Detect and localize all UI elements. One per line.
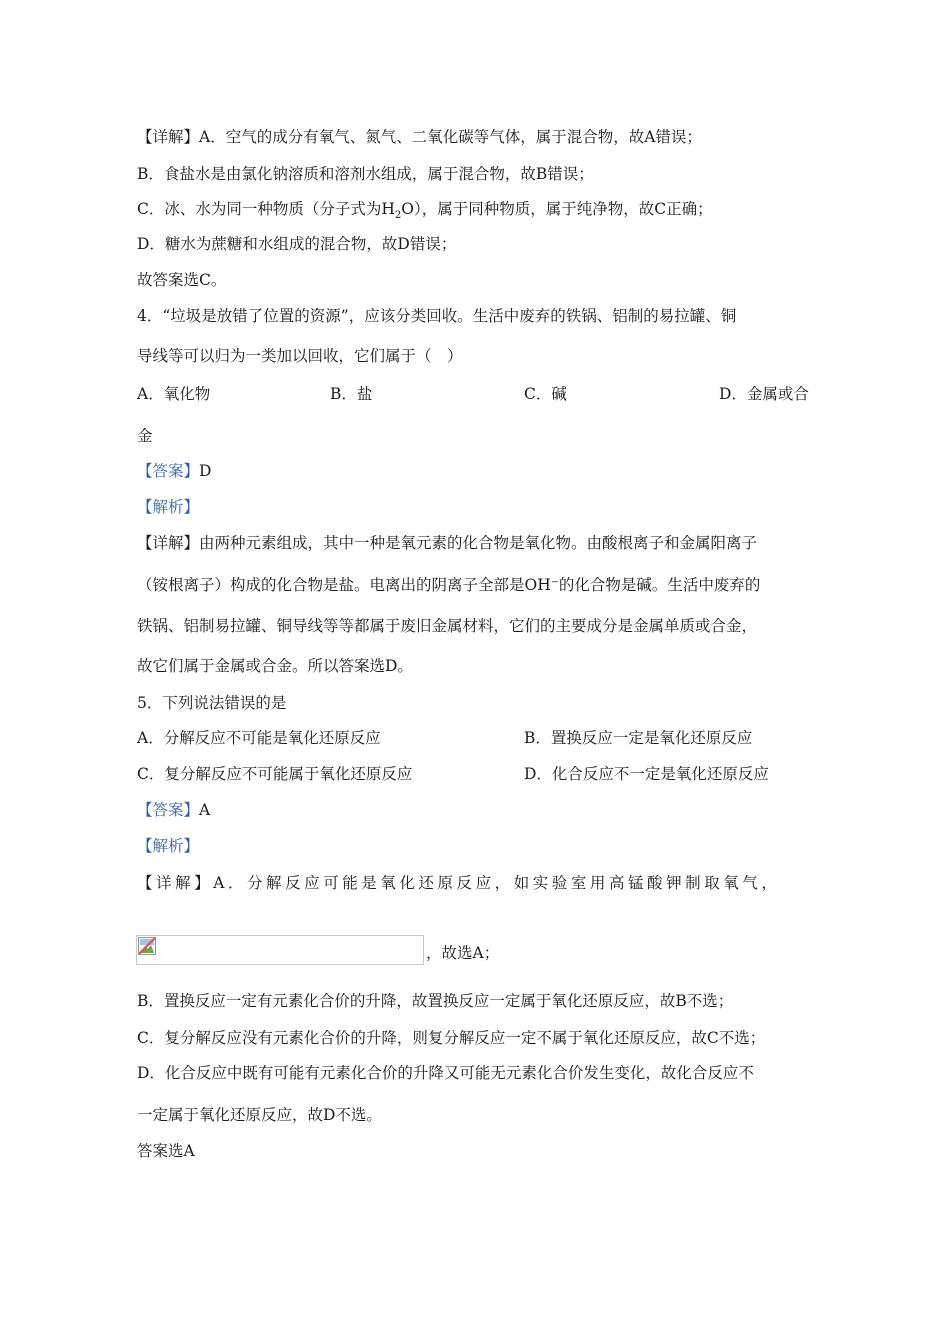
q4-detail-line3: 铁锅、铝制易拉罐、铜导线等等都属于废旧金属材料，它们的主要成分是金属单质或合金， [137, 617, 758, 635]
q5-detail-a: 【详解】A．分解反应可能是氧化还原反应，如实验室用高锰酸钾制取氧气， [137, 874, 781, 892]
q4-option-a: A．氧化物 [137, 385, 211, 403]
q5-detail-d1: D．化合反应中既有可能有元素化合价的升降又可能无元素化合价发生变化，故化合反应不 [137, 1064, 754, 1082]
detail-tag: 【详解】 [137, 874, 214, 892]
q4-detail-line4: 故它们属于金属或合金。所以答案选D。 [137, 657, 413, 675]
answer-tag: 【答案】 [137, 801, 200, 819]
q4-option-b: B．盐 [330, 385, 373, 403]
q5-detail-a-tail: ，故选A； [426, 944, 500, 962]
q5-detail-b: B．置换反应一定有元素化合价的升降，故置换反应一定属于氧化还原反应，故B不选； [137, 992, 734, 1010]
q5-option-a: A．分解反应不可能是氧化还原反应 [137, 729, 381, 747]
answer-tag: 【答案】 [137, 462, 200, 480]
q5-answer: 【答案】A [137, 801, 211, 819]
q4-answer: 【答案】D [137, 462, 212, 480]
q3-detail-c: C．冰、水为同一种物质（分子式为$H_2O$），属于同种物质，属于纯净物，故C正确； [137, 200, 713, 222]
q3-detail-b: B．食盐水是由氯化钠溶质和溶剂水组成，属于混合物，故B错误； [137, 165, 594, 183]
q5-option-c: C．复分解反应不可能属于氧化还原反应 [137, 765, 413, 783]
q5-detail-c: C．复分解反应没有元素化合价的升降，则复分解反应一定不属于氧化还原反应，故C不选； [137, 1029, 766, 1047]
broken-image-icon [138, 937, 156, 955]
q5-analysis-tag: 【解析】 [137, 837, 200, 855]
broken-equation-image [136, 935, 424, 965]
q4-detail-line1: 【详解】由两种元素组成，其中一种是氧元素的化合物是氧化物。由酸根离子和金属阳离子 [137, 534, 758, 552]
q3-detail-d: D．糖水为蔗糖和水组成的混合物，故D错误； [137, 235, 457, 253]
q4-stem-line1: 4．“垃圾是放错了位置的资源”，应该分类回收。生活中废弃的铁锅、铝制的易拉罐、铜 [137, 307, 737, 325]
q4-stem-line2: 导线等可以归为一类加以回收，它们属于（ ） [137, 347, 463, 365]
q4-option-d-wrap: 金 [137, 427, 153, 445]
q5-option-b: B．置换反应一定是氧化还原反应 [524, 729, 753, 747]
q5-option-d: D．化合反应不一定是氧化还原反应 [524, 765, 769, 783]
q4-option-d: D．金属或合 [719, 385, 809, 403]
detail-tag: 【详解】 [137, 128, 200, 146]
q5-detail-d2: 一定属于氧化还原反应，故D不选。 [137, 1106, 382, 1124]
q5-final-answer: 答案选A [137, 1142, 195, 1160]
q3-answer-line: 故答案选C。 [137, 271, 227, 289]
detail-tag: 【详解】 [137, 534, 200, 552]
q5-stem: 5．下列说法错误的是 [137, 694, 287, 712]
q4-analysis-tag: 【解析】 [137, 498, 200, 516]
q3-detail-a: 【详解】A．空气的成分有氧气、氮气、二氧化碳等气体，属于混合物，故A错误； [137, 128, 702, 146]
q4-option-c: C．碱 [524, 385, 567, 403]
q4-detail-line2: （铵根离子）构成的化合物是盐。电离出的阴离子全部是OH⁻的化合物是碱。生活中废弃的 [137, 576, 761, 594]
